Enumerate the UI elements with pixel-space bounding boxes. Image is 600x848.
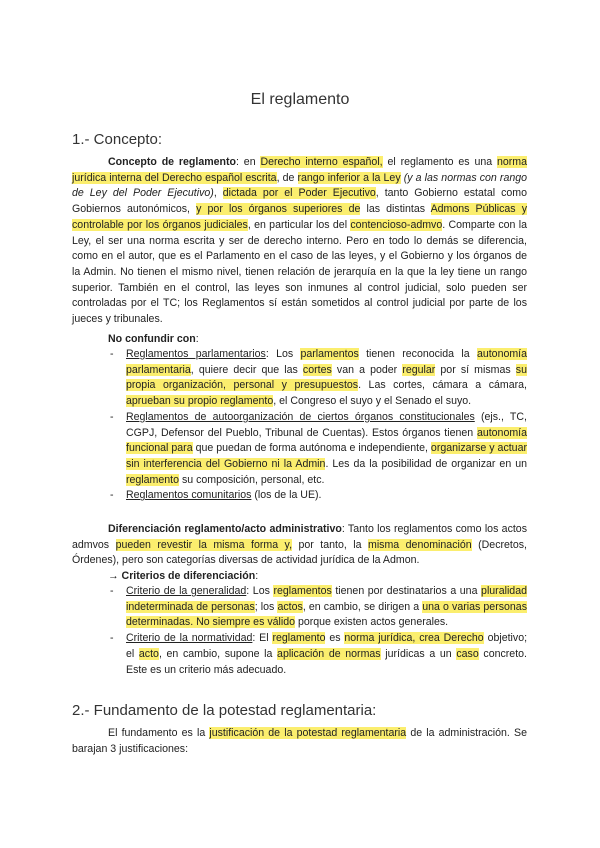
highlight: caso bbox=[456, 647, 479, 660]
concepto-paragraph bbox=[72, 155, 527, 328]
list-item-term: Criterio de la normatividad bbox=[126, 632, 253, 645]
list-item bbox=[126, 584, 527, 631]
text-run: , el Congreso el suyo y el Senado el suyo. bbox=[273, 395, 472, 408]
fundamento-paragraph bbox=[72, 726, 527, 757]
highlight: y por los órganos superiores de bbox=[196, 203, 361, 216]
highlight: aplicación de normas bbox=[277, 647, 381, 660]
list-item-term: Reglamentos comunitarios bbox=[126, 489, 252, 502]
text-run: , quiere decir que las bbox=[190, 363, 303, 376]
highlight: su propia organización, personal y presupuestos bbox=[126, 363, 527, 392]
text-run: : bbox=[195, 333, 199, 345]
text-run: . Les da la posibilidad de organizar en un bbox=[325, 457, 527, 470]
text-run: tienen por destinatarios a una bbox=[331, 585, 482, 597]
list-item-term: Reglamentos parlamentarios bbox=[126, 348, 266, 360]
highlight: organizarse y actuar sin interferencia del Gobierno ni la Admin bbox=[126, 442, 527, 470]
highlight: norma jurídica interna del Derecho español escrita bbox=[72, 156, 527, 184]
list-item bbox=[126, 631, 527, 678]
text-run: . Las cortes, cámara a cámara, bbox=[358, 379, 527, 392]
highlight: cortes bbox=[302, 363, 332, 376]
list-item-term: Reglamentos de autoorganización de ciertos órganos constitucionales bbox=[126, 410, 475, 423]
criterios-list bbox=[126, 584, 527, 678]
section-heading-fundamento: 2.- Fundamento de la potestad reglamentaria: bbox=[72, 702, 377, 719]
text-run: : en bbox=[236, 156, 261, 168]
text-run: objetivo; el bbox=[126, 632, 528, 660]
list-item-term: Criterio de la generalidad bbox=[126, 585, 247, 597]
text-run: : bbox=[255, 570, 259, 582]
text-run: : Los bbox=[246, 585, 274, 597]
text-run: El fundamento es la bbox=[108, 727, 210, 739]
text-run: : El bbox=[252, 632, 273, 645]
highlight: norma jurídica, crea Derecho bbox=[344, 632, 484, 645]
no-confundir-list bbox=[126, 347, 527, 504]
text-run: concreto. Este es un criterio más adecuado. bbox=[126, 647, 527, 676]
highlight: actos bbox=[277, 600, 303, 613]
highlight: reglamentos bbox=[273, 585, 332, 597]
highlight: dictada por el Poder Ejecutivo bbox=[222, 187, 376, 200]
highlight: acto bbox=[138, 647, 159, 660]
text-run: (los de la UE). bbox=[251, 489, 322, 502]
text-run: tienen reconocida la bbox=[358, 348, 477, 360]
text-run: su composición, personal, etc. bbox=[179, 473, 325, 486]
text-run: , de bbox=[276, 171, 298, 184]
no-confundir-term: No confundir con bbox=[108, 333, 196, 345]
section-heading-concepto: 1.- Concepto: bbox=[72, 131, 163, 148]
highlight: reglamento bbox=[126, 473, 179, 486]
text-run: (Decretos, Órdenes), pero son categorías diversas de actividad jurídica de la Admon. bbox=[72, 538, 527, 567]
text-run: jurídicas a un bbox=[380, 647, 457, 660]
list-item bbox=[126, 347, 527, 410]
criterios-label bbox=[108, 569, 258, 585]
highlight: una o varias personas determinadas. No siempre es válido bbox=[126, 600, 527, 629]
highlight: justificación de la potestad reglamentaria bbox=[209, 727, 407, 739]
text-run: ; los bbox=[254, 600, 278, 613]
highlight: pluralidad indeterminada de personas bbox=[126, 585, 527, 613]
list-item bbox=[126, 488, 527, 504]
text-run: que puedan de forma autónoma e independiente, bbox=[192, 442, 431, 455]
highlight: Admons Públicas y controlable por los órganos judiciales bbox=[72, 203, 527, 231]
text-run: por tanto, la bbox=[292, 538, 368, 551]
highlight: contencioso-admvo bbox=[350, 218, 443, 231]
diferenciacion-paragraph bbox=[72, 522, 527, 569]
highlight: aprueban su propio reglamento bbox=[126, 395, 274, 408]
highlight: pueden revestir la misma forma y, bbox=[115, 538, 293, 551]
concepto-term: Concepto de reglamento bbox=[108, 156, 237, 168]
text-run: . Comparte con la Ley, el ser una norma escrita y ser de derecho interno. Pero en todo lo demás se diferencia, como en el autor, que es el Parlamento en el caso de las leyes, y el Gobierno y los órganos de la Admin. No tienen el mismo nivel, tienen relación de jerarquía en la que la ley tiene un rango superior. También en el control, las leyes son inmunes al control judicial, solo pueden ser controladas por el TC; los Reglamentos sí están sometidos al control judicial por parte de los jueces y tribunales. bbox=[72, 218, 527, 326]
highlight: misma denominación bbox=[368, 538, 472, 551]
diferenciacion-term: Diferenciación reglamento/acto administrativo bbox=[108, 523, 342, 535]
text-run: , en cambio, supone la bbox=[158, 647, 278, 660]
text-run: es bbox=[325, 632, 345, 645]
text-run: (ejs., TC, CGPJ, Defensor del Pueblo, Tribunal de Cuentas). Estos órganos tienen bbox=[126, 410, 528, 439]
highlight: parlamentos bbox=[300, 348, 359, 360]
highlight: Derecho interno español, bbox=[260, 156, 383, 168]
highlight: reglamento bbox=[272, 632, 326, 645]
highlight: rango inferior a la Ley bbox=[297, 171, 401, 184]
highlight: autonomía parlamentaria bbox=[126, 348, 528, 376]
highlight: autonomía funcional para bbox=[126, 426, 527, 455]
text-run: el reglamento es una bbox=[382, 156, 497, 168]
document-title: El reglamento bbox=[250, 91, 350, 108]
text-run: por sí mismas bbox=[435, 363, 516, 376]
list-item bbox=[126, 410, 527, 489]
text-run: , bbox=[213, 187, 223, 200]
text-run: , tanto Gobierno estatal como Gobiernos autonómicos, bbox=[72, 187, 527, 216]
text-run: porque existen actos generales. bbox=[295, 616, 449, 629]
criterios-term: → Criterios de diferenciación bbox=[108, 570, 256, 582]
italic-note: (y a las normas con rango de Ley del Poder Ejecutivo) bbox=[72, 171, 528, 200]
no-confundir-label bbox=[108, 332, 199, 348]
text-run: , en particular los del bbox=[247, 218, 351, 231]
highlight: regular bbox=[402, 363, 436, 376]
text-run: las distintas bbox=[360, 203, 431, 216]
text-run: , en cambio, se dirigen a bbox=[302, 600, 423, 613]
text-run: de la administración. Se barajan 3 justificaciones: bbox=[72, 727, 527, 755]
text-run: van a poder bbox=[331, 363, 403, 376]
text-run: : Tanto los reglamentos como los actos admvos bbox=[72, 523, 527, 551]
text-run: : Los bbox=[265, 348, 301, 360]
